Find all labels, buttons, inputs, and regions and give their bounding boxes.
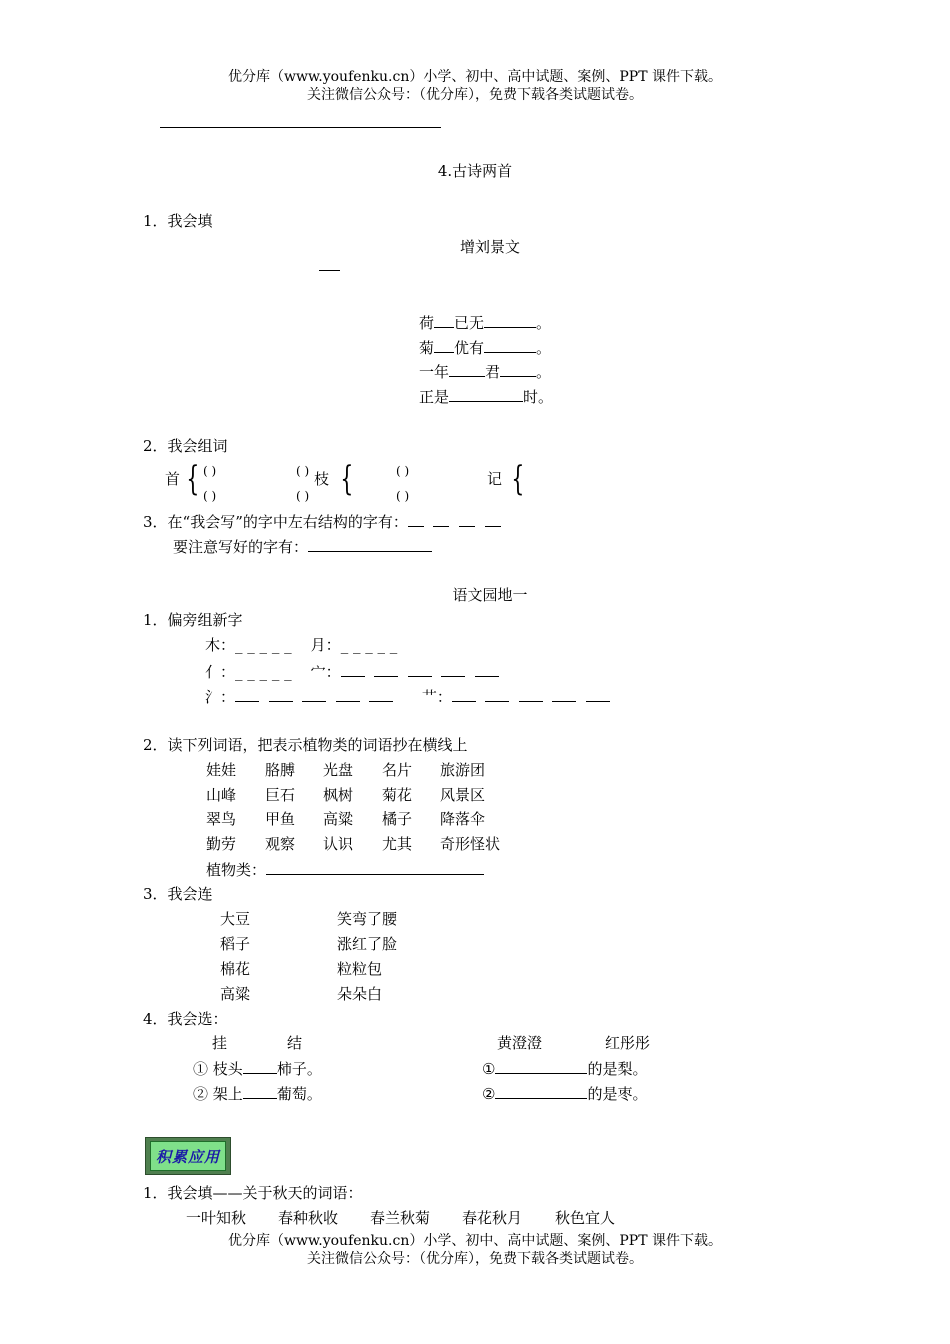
radical-blank[interactable] [452,687,476,702]
choice-item-right-2 [482,1084,647,1103]
poem-blank[interactable] [449,362,485,377]
connect-right[interactable]: 涨红了脸 [337,935,398,953]
radical-blank[interactable] [341,662,365,677]
q3-label [143,512,501,531]
radical-blank[interactable] [519,687,543,702]
word-cell: 认识 [323,835,354,853]
radical-blank[interactable] [441,662,465,677]
item-text: 葡萄。 [276,1085,322,1103]
poem-text: 优有 [454,339,485,357]
q1-label: 1．我会填 [143,212,213,230]
item-number: ② [482,1085,496,1103]
header-line-1: 优分库（www.youfenku.cn）小学、初中、高中试题、案例、PPT 课件下载。 [227,69,722,85]
word-cell: 名片 [382,761,413,779]
q3-text: 3．在“我会写”的字中左右结构的字有： [143,513,408,531]
radical-blank[interactable] [269,687,293,702]
poem-line-4 [419,387,553,406]
radical-label: 木： [205,636,236,654]
choice-word: 红彤彤 [605,1034,651,1052]
item-number: ② [193,1085,209,1103]
answer-blank[interactable] [308,537,432,552]
radical-label: 亻： [205,663,236,681]
garden-q2-label: 2．读下列词语，把表示植物类的词语抄在横线上 [143,736,468,754]
poem-blank[interactable] [484,313,536,328]
item-number: ① [482,1060,496,1078]
choice-item-left-1 [193,1059,322,1078]
poem-blank[interactable] [434,313,454,328]
item-text: 枝头 [212,1060,243,1078]
brace-icon: { [340,459,354,499]
lesson-title: 4.古诗两首 [437,162,513,180]
connect-left[interactable]: 稻子 [220,935,251,953]
autumn-word: 春兰秋菊 [370,1209,431,1227]
word-cell: 山峰 [206,786,237,804]
word-cell: 风景区 [440,786,486,804]
poem-text: 。 [536,314,552,332]
word-cell: 菊花 [382,786,413,804]
connect-right[interactable]: 朵朵白 [337,985,383,1003]
poem-text: 荷 [419,314,435,332]
word-cell: 旅游团 [440,761,486,779]
autumn-word: 春种秋收 [278,1209,339,1227]
word-cell: 娃娃 [206,761,237,779]
choice-blank[interactable] [243,1059,277,1074]
paren-blank[interactable]: ( ) [203,464,217,478]
header-rule [160,127,441,128]
radical-label: 氵： [205,688,236,706]
poem-text: 菊 [419,339,435,357]
q2-label: 2．我会组词 [143,437,228,455]
item-text: 柿子。 [276,1060,322,1078]
brace-icon: { [186,459,200,499]
poem-blank[interactable] [484,338,536,353]
word-cell: 枫树 [323,786,354,804]
answer-blank[interactable] [433,512,449,527]
word-cell: 奇形怪状 [440,835,501,853]
footer-line-2: 关注微信公众号：（优分库），免费下载各类试题试卷。 [307,1251,643,1267]
item-number: ① [193,1060,209,1078]
answer-blank[interactable] [408,512,424,527]
item-text: 架上 [212,1085,243,1103]
connect-left[interactable]: 高粱 [220,985,251,1003]
poem-text: 。 [536,363,552,381]
brace-icon: { [511,459,525,499]
paren-blank[interactable]: ( ) [296,489,310,503]
garden-q1-label: 1．偏旁组新字 [143,611,243,629]
word-cell: 光盘 [323,761,354,779]
choice-word: 黄澄澄 [497,1034,543,1052]
word-cell: 勤劳 [206,835,237,853]
garden-title: 语文园地一 [452,586,528,604]
radical-blank[interactable] [552,687,576,702]
radical-row-2 [205,662,499,681]
radical-blank[interactable] [302,687,326,702]
radical-blank[interactable] [336,687,360,702]
zuci-char-zhi: 枝 [314,470,330,488]
poem-text: 时。 [523,388,554,406]
zuci-char-shou: 首 [165,470,181,488]
accumulate-stamp-label: 积累应用 [150,1141,226,1171]
choice-blank[interactable] [495,1084,587,1099]
accumulate-q1-label: 1．我会填——关于秋天的词语： [143,1184,363,1202]
paren-blank[interactable]: ( ) [296,464,310,478]
q3-line-2 [173,537,432,556]
radical-label: 宀： [310,663,341,681]
paren-blank[interactable]: ( ) [396,464,410,478]
choice-blank[interactable] [495,1059,587,1074]
poem-text: 正是 [419,388,450,406]
connect-left[interactable]: 棉花 [220,960,251,978]
paren-blank[interactable]: ( ) [203,489,217,503]
radical-blanks[interactable]: _ _ _ _ _ [235,663,292,681]
poem-line-2 [419,338,551,357]
radical-blank[interactable] [485,687,509,702]
word-cell: 降落伞 [440,810,486,828]
radical-blank[interactable] [475,662,499,677]
answer-blank[interactable] [485,512,501,527]
autumn-word: 一叶知秋 [186,1209,247,1227]
choice-item-right-1 [482,1059,647,1078]
author-blank[interactable] [319,270,340,271]
word-cell: 高粱 [323,810,354,828]
answer-blank[interactable] [459,512,475,527]
radical-label: 月： [310,636,341,654]
choice-word: 挂 [212,1034,228,1052]
zuci-char-ji: 记 [487,470,503,488]
poem-text: 已无 [454,314,485,332]
plant-answer-line[interactable] [266,860,484,875]
poem-text: 君 [485,363,501,381]
footer-line-1: 优分库（www.youfenku.cn）小学、初中、高中试题、案例、PPT 课件下载。 [227,1233,722,1249]
word-cell: 观察 [265,835,296,853]
word-cell: 巨石 [265,786,296,804]
q3-text: 要注意写好的字有： [173,538,309,556]
radical-blanks[interactable]: _ _ _ _ _ [235,636,292,654]
radical-blank[interactable] [586,687,610,702]
poem-text: 。 [536,339,552,357]
choice-item-left-2 [193,1084,322,1103]
word-cell: 翠鸟 [206,810,237,828]
poem-line-3 [419,362,551,381]
plant-row [206,860,484,879]
accumulate-stamp [145,1137,231,1175]
poem-text: 一年 [419,363,450,381]
plant-label: 植物类： [206,861,267,879]
radical-blank[interactable] [369,687,393,702]
radical-label: 艹： [421,688,452,706]
word-cell: 橘子 [382,810,413,828]
paren-blank[interactable]: ( ) [396,489,410,503]
connect-right[interactable]: 粒粒包 [337,960,383,978]
header-line-2: 关注微信公众号：（优分库），免费下载各类试题试卷。 [307,87,643,103]
radical-blanks[interactable]: _ _ _ _ _ [340,636,398,654]
garden-q4-label: 4．我会选： [143,1010,228,1028]
garden-q3-label: 3．我会连 [143,885,213,903]
radical-blank[interactable] [374,662,398,677]
autumn-word: 秋色宜人 [555,1209,616,1227]
item-text: 的是枣。 [587,1085,648,1103]
poem-blank[interactable] [449,387,523,402]
radical-blank[interactable] [235,687,259,702]
radical-blank[interactable] [408,662,432,677]
radical-row-1 [205,636,397,654]
autumn-word: 春花秋月 [462,1209,523,1227]
choice-word: 结 [287,1034,303,1052]
poem-title: 增刘景文 [459,238,520,256]
connect-left[interactable]: 大豆 [220,910,251,928]
word-cell: 胳膊 [265,761,296,779]
item-text: 的是梨。 [587,1060,648,1078]
connect-right[interactable]: 笑弯了腰 [337,910,398,928]
poem-blank[interactable] [434,338,454,353]
poem-line-1 [419,313,551,332]
choice-blank[interactable] [243,1084,277,1099]
word-cell: 尤其 [382,835,413,853]
radical-row-3 [205,687,610,706]
word-cell: 甲鱼 [265,810,296,828]
poem-blank[interactable] [500,362,536,377]
